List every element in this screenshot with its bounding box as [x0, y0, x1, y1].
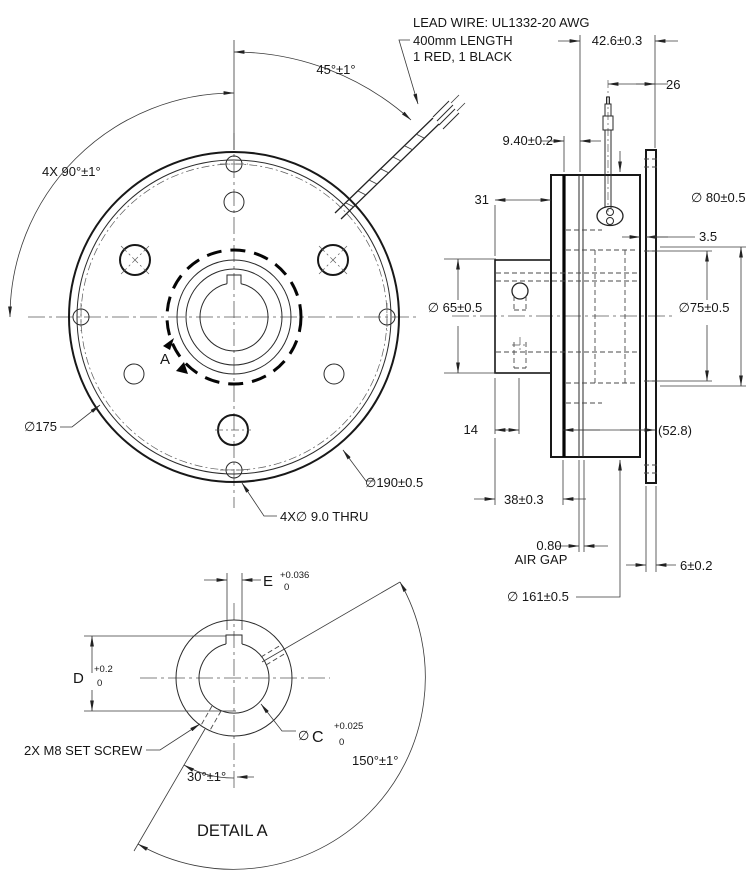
detail-dim-150: [138, 582, 425, 869]
dim-c-sup: +0.025: [334, 721, 364, 732]
dim-d-sub: 0: [97, 678, 103, 689]
dim-c-prefix: ∅: [298, 728, 310, 743]
detail-title: DETAIL A: [197, 822, 268, 840]
lead-wire-note-line1: LEAD WIRE: UL1332-20 AWG: [413, 15, 590, 30]
dim-c-letter: C: [312, 729, 324, 746]
set-screw-label: 2X M8 SET SCREW: [24, 743, 143, 758]
dim-holes-thru: 4X∅ 9.0 THRU: [280, 509, 369, 524]
terminal-pin: [597, 80, 623, 226]
dim-dia-65: ∅ 65±0.5: [427, 300, 483, 315]
air-gap-label: AIR GAP: [514, 552, 568, 567]
dim-52-8: (52.8): [658, 423, 692, 438]
dim-dia-75: ∅75±0.5: [678, 300, 730, 315]
lead-wire-note-line2: 400mm LENGTH: [413, 33, 513, 48]
dim-c-sub: 0: [339, 737, 345, 748]
dim-dia-80: ∅ 80±0.5: [691, 190, 746, 205]
dim-dia-175: ∅175: [24, 419, 58, 434]
dim-angle-90: 4X 90°±1°: [42, 164, 101, 179]
dim-38: 38±0.3: [504, 492, 544, 507]
dim-d-sup: +0.2: [94, 664, 113, 675]
detail-dim-c: [261, 704, 363, 748]
dim-9-40: 9.40±0.2: [502, 133, 553, 148]
front-view: [10, 15, 590, 524]
side-view: [428, 33, 746, 604]
detail-dim-d: [73, 636, 236, 711]
lead-wire-cable: [335, 95, 465, 219]
front-centerlines: [28, 133, 420, 508]
detail-dim-30: [184, 765, 254, 784]
detail-a-letter: A: [160, 351, 171, 368]
dim-14: 14: [463, 422, 478, 437]
dim-dia-161: ∅ 161±0.5: [507, 589, 569, 604]
dim-31: 31: [474, 192, 489, 207]
lead-wire-note-line3: 1 RED, 1 BLACK: [413, 49, 512, 64]
dim-angle-150: 150°±1°: [352, 753, 399, 768]
dim-e-letter: E: [263, 573, 274, 590]
detail-set-screws: [134, 582, 400, 851]
dim-0-80: 0.80: [536, 538, 562, 553]
dim-6: 6±0.2: [680, 558, 713, 573]
dim-e-sub: 0: [284, 582, 290, 593]
dim-e-sup: +0.036: [280, 570, 310, 581]
lead-wire-note: [413, 15, 590, 64]
side-hub: [495, 260, 551, 373]
set-screw-note: [24, 724, 200, 758]
dim-d-letter: D: [73, 670, 84, 687]
dim-angle-45: 45°±1°: [316, 62, 356, 77]
dim-angle-30: 30°±1°: [187, 769, 227, 784]
dim-dia-190: ∅190±0.5: [365, 475, 424, 490]
dim-42-6: 42.6±0.3: [591, 33, 643, 48]
detail-dim-e: [204, 570, 309, 630]
detail-a-view: [24, 570, 425, 869]
side-dimensions: [428, 33, 746, 604]
dim-3-5: 3.5: [699, 229, 718, 244]
dim-26: 26: [666, 77, 681, 92]
